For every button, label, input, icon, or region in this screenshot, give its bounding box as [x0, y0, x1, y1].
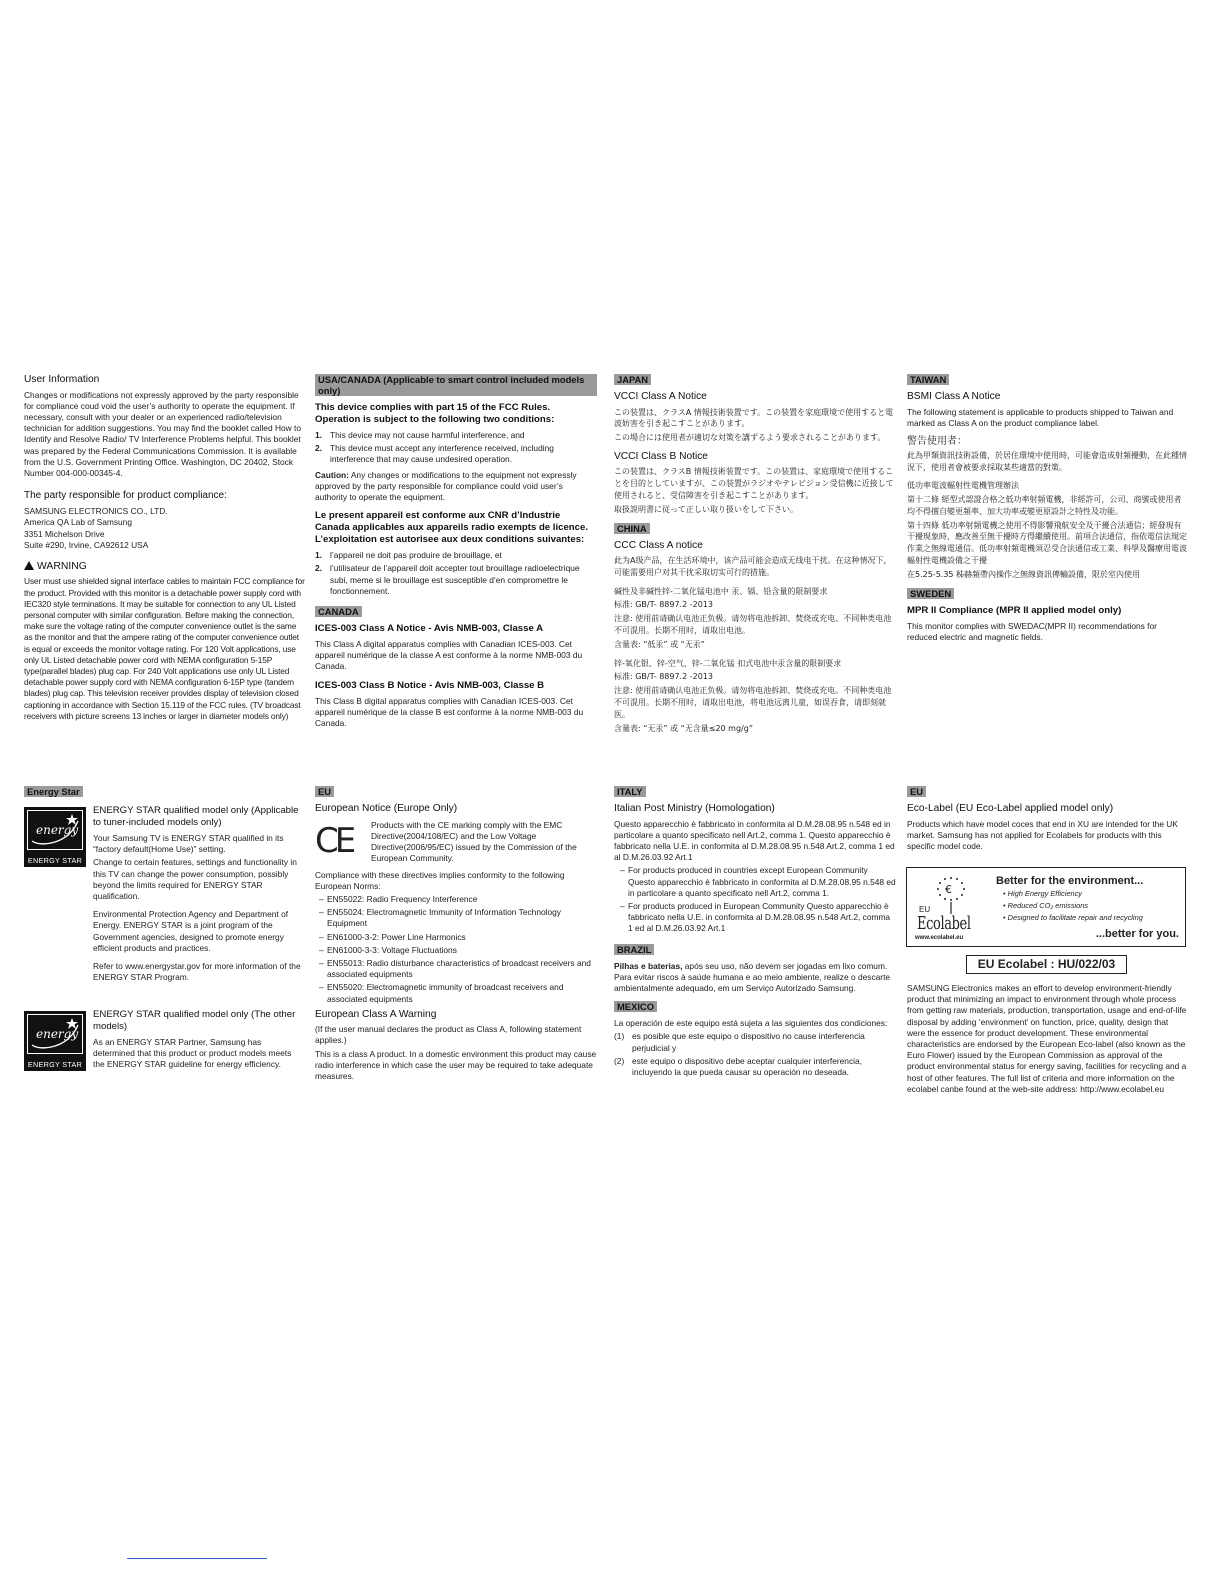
eu-norms	[315, 894, 597, 1005]
energy-star-logo-frame	[27, 1014, 83, 1054]
vcci-b-body1: この装置は、クラスB 情報技術装置です。この装置は、家庭環境で使用することを目的としていますが、この装置がラジオやテレビジョン受信機に近接して 使用されると、受信障害を引き起こすことがあります。	[614, 467, 894, 500]
class-a-p2: This is a class A product. In a domestic environment this product may cause radio interference in which case the user may be required to take adequate measures.	[315, 1048, 597, 1082]
battery2-content: 含量表: “无汞” 或 “无含量≤20 mg/g”	[614, 723, 753, 733]
battery2-title: 锌-氧化银、锌-空气、锌-二氧化锰 扣式电池中汞含量的限制要求	[614, 658, 842, 668]
ecolabel-box	[906, 867, 1186, 947]
china-tag: CHINA	[614, 523, 650, 534]
energy-star-logo-text: ENERGY STAR	[27, 856, 83, 865]
canada-tag: CANADA	[315, 606, 362, 617]
battery2-standard: 标准: GB/T- 8897.2 -2013	[614, 672, 713, 682]
list-item: – EN55013: Radio disturbance characteristics of broadcast receivers and associated equipments	[319, 957, 591, 980]
battery1-note: 注意: 使用前请确认电池正负极。请勿将电池拆卸、焚烧或充电、不同种类电池不可混用。长期不用时，请取出电池。	[614, 614, 892, 636]
eco-better-title: Better for the environment...	[996, 875, 1144, 887]
eco-wordmark: Ecolabel	[917, 913, 971, 934]
party-line: SAMSUNG ELECTRONICS CO., LTD.	[24, 506, 168, 517]
warning-title: WARNING	[37, 560, 87, 572]
energy-star-section-2	[93, 1009, 305, 1073]
usa-canada-tag: USA/CANADA (Applicable to smart control included models only)	[315, 374, 597, 396]
italy-body: Questo apparecchio è fabbricato in conformita al D.M.28.08.95 n.548 ed in particolare a quanto specificato nell Art.2, comma 1. Questo apparecchio è fabbricato nella U.E. in conformita al D.M.28.08.95 n.548 Art.2, comma 1 ed al D.M.26.03.92 Art.1	[614, 818, 895, 863]
battery1-content: 含量表: “低汞” 或 “无汞”	[614, 639, 705, 649]
italy-items	[614, 865, 896, 934]
list-item: – For products produced in countries except European Community Questo apparecchio è fabbricato in conformita al D.M.28.08.95 n.548 ed in particolare a quanto specificato nell Art.2, comma 1.	[620, 865, 896, 898]
eco-url: www.ecolabel.eu	[915, 935, 964, 941]
list-item: (2) este equipo o dispositivo debe aceptar cualquier interferencia, incluyendo la que pueda causar su operación no deseada.	[614, 1055, 862, 1077]
eco-label-section	[907, 786, 1187, 854]
eco-bullets	[1003, 888, 1143, 924]
brazil-tag: BRAZIL	[614, 944, 654, 955]
italy-tag: ITALY	[614, 786, 646, 797]
party-line: America QA Lab of Samsung	[24, 517, 132, 528]
list-item: 2. l’utilisateur de l’appareil doit accepter tout brouillage radioelectrique subi, meme si le brouillage est susceptible d’en compromettre le fonctionnement.	[315, 563, 580, 596]
eco-description-text: SAMSUNG Electronics makes an effort to develop environment-friendly product that minimizing an impact to environment through whole process from getting raw materials, production, transportation, usage and end-of-life disposal by adding ‘environment’ on function, price, quality, design that were the essence for product development. These environmental characteristics are endorsed by the European Eco-label (also known as the Euro Flower) issued by the European Commission as approval of the product environmental status for energy saving, facilities for recycling and a host of other features. The full list of criteria and more information on the ecolabel canbe found at the web-site address: http://www.ecolabel.eu	[907, 983, 1187, 1094]
mexico-body: La operación de este equipo está sujeta a las siguientes dos condiciones:	[614, 1018, 888, 1029]
battery2-note: 注意: 使用前请确认电池正负极。请勿将电池拆卸、焚烧或充电。不同种类电池不可混用。长期不用时，请取出电池，将电池远离儿童，如误吞食，请即刻就医。	[614, 686, 892, 719]
vcci-a-body1: この装置は、クラスA 情報技術装置です。この装置を家庭環境で使用すると電波妨害を引き起こすことがあります。	[614, 407, 894, 429]
bsmi-title: BSMI Class A Notice	[907, 391, 1001, 402]
es2-p1: As an ENERGY STAR Partner, Samsung has determined that this product or product models meets the ENERGY STAR guideline for energy efficiency.	[93, 1037, 292, 1070]
eco-bullet: • Designed to facilitate repair and recycling	[1003, 913, 1143, 922]
tw-warning-body: 此為甲類資訊技術設備，於居住環境中使用時，可能會造成射頻擾動，在此種情況下，使用者會被要求採取某些適當的對策。	[907, 450, 1187, 472]
eu-tag-2: EU	[907, 786, 926, 797]
list-item: 1. This device may not cause harmful interference, and	[315, 430, 525, 440]
bsmi-body: The following statement is applicable to products shipped to Taiwan and marked as Class A on the product compliance label.	[907, 406, 1174, 428]
eu-title: European Notice (Europe Only)	[315, 803, 458, 814]
list-item: – For products produced in European Community Questo apparecchio è fabbricato nella U.E. in conformita al D.M.28.08.95 n.548 Art.2, comma 1 ed al D.M.26.03.92 Art.1	[620, 900, 891, 934]
column-1	[24, 374, 306, 724]
list-item: 1. l’appareil ne doit pas produire de brouillage, et	[315, 550, 502, 561]
ccc-body: 此为A级产品，在生活环境中，该产品可能会造成无线电干扰。在这种情况下，可能需要用户对其干扰采取切实可行的措施。	[614, 556, 892, 577]
list-item: (1) es posible que este equipo o dispositivo no cause interferencia perjudicial y	[614, 1031, 865, 1053]
tw-warning-title: 警告使用者：	[907, 435, 967, 447]
vcci-a-body2: この場合には使用者が適切な対策を講ずるよう要求されることがあります。	[614, 433, 886, 443]
es2-title: ENERGY STAR qualified model only (The other models)	[93, 1009, 296, 1032]
sweden-tag: SWEDEN	[907, 588, 954, 599]
warning-triangle-icon	[24, 561, 34, 570]
mpr-body: This monitor complies with SWEDAC(MPR II) recommendations for reduced electric and magnetic fields.	[907, 620, 1157, 642]
es1-p2: Change to certain features, settings and functionality in this TV can change the power consumption, possibly beyond the limits required for ENERGY STAR qualification.	[93, 857, 297, 902]
column-4	[907, 374, 1187, 645]
italy-title: Italian Post Ministry (Homologation)	[614, 803, 775, 814]
mexico-tag: MEXICO	[614, 1001, 657, 1012]
ices-a-title: ICES-003 Class A Notice - Avis NMB-003, Classe A	[315, 623, 544, 635]
vcci-a-title: VCCI Class A Notice	[614, 391, 707, 402]
energy-logo-script: energy	[36, 1027, 79, 1041]
energy-star-logo-1	[24, 807, 86, 867]
eco-title: Eco-Label (EU Eco-Label applied model only)	[907, 803, 1114, 814]
ccc-title: CCC Class A notice	[614, 539, 703, 551]
taiwan-tag: TAIWAN	[907, 374, 949, 385]
tw-rf-title: 低功率電波輻射性電機管理辦法	[907, 481, 1019, 491]
energy-star-tag-wrap	[24, 786, 306, 803]
vcci-b-body2: 取扱説明書に従って正しい取り扱いをして下さい。	[614, 504, 798, 514]
eu-tag: EU	[315, 786, 334, 797]
energy-star-logo-frame	[27, 810, 83, 850]
battery1-title: 碱性及非碱性锌-二氧化锰电池中 汞、镉、铅含量的限制要求	[614, 586, 828, 596]
ecolabel-registration: EU Ecolabel : HU/022/03	[966, 955, 1127, 974]
tw-rf-body2: 第十四條 低功率射頻電機之使用不得影響飛航安全及干擾合法通信；經發現有干擾現象時，應改善至無干擾時方得繼續使用。前項合法通信，指依電信法規定作業之無線電通信。低功率射頻電機須忍受合法通信或工業、科學及醫療用電波輻射性電機設備之干擾	[907, 520, 1187, 566]
column-3	[614, 374, 896, 736]
french-conditions	[315, 550, 597, 597]
caution-text: Caution: Any changes or modifications to the equipment not expressly approved by the party responsible for compliance could void user’s authority to operate the equipment.	[315, 469, 577, 503]
list-item: 2. This device must accept any interference received, including interference that may cause undesired operation.	[315, 443, 554, 465]
japan-tag: JAPAN	[614, 374, 651, 385]
es1-p3: Environmental Protection Agency and Department of Energy. ENERGY STAR is a joint program of the Government agencies, designed to promote energy efficient products and practices.	[93, 909, 289, 953]
eco-body: Products which have model coces that end in XU are intended for the UK market. Samsung has not applied for Ecolabels for products with this specific model code.	[907, 818, 1178, 851]
party-address	[24, 506, 306, 551]
energy-star-logo-2	[24, 1011, 86, 1071]
column-2	[315, 374, 597, 731]
list-item: – EN55022: Radio Frequency Interference	[319, 893, 478, 904]
ices-b-title: ICES-003 Class B Notice - Avis NMB-003, Classe B	[315, 679, 545, 691]
footer-rule	[127, 1558, 267, 1559]
class-a-p1: (If the user manual declares the product as Class A, following statement applies.)	[315, 1024, 582, 1046]
es1-p1: Your Samsung TV is ENERGY STAR qualified in its “factory default(Home Use)” setting.	[93, 833, 284, 855]
class-a-title: European Class A Warning	[315, 1008, 437, 1020]
party-line: Suite #290, Irvine, CA92612 USA	[24, 539, 149, 550]
eco-eu-letters: EU	[919, 905, 931, 914]
mpr-title: MPR II Compliance (MPR II applied model only)	[907, 604, 1122, 616]
eu-compliance: Compliance with these directives implies conformity to the following European Norms:	[315, 869, 565, 891]
list-item: – EN55024: Electromagnetic Immunity of Information Technology Equipment	[319, 907, 561, 929]
energy-star-swoosh-icon	[28, 1015, 82, 1053]
french-title: Le present appareil est conforme aux CNR d’Industrie Canada applicables aux appareils radio exempts de licence. L’exploitation est autorisee aux deux conditions suivantes:	[315, 510, 589, 546]
ce-block	[315, 820, 597, 870]
energy-logo-script: energy	[36, 823, 79, 837]
warning-heading	[24, 560, 306, 574]
ices-b-body: This Class B digital apparatus complies with Canadian ICES-003. Cet appareil numérique de la classe B est conforme à la norme NMB-003 du Canada.	[315, 695, 584, 729]
list-item: – EN61000-3-2: Power Line Harmonics	[319, 931, 466, 942]
brazil-body: Pilhas e baterias, após seu uso, não devem ser jogadas em lixo comum. Para evitar riscos à saúde humana e ao meio ambiente, realize o descarte ambientalmente adequado, em um Serviço Autorizado Samsung.	[614, 960, 891, 993]
es1-p4: Refer to www.energystar.gov for more information of the ENERGY STAR Program.	[93, 961, 301, 983]
energy-star-logo-text: ENERGY STAR	[27, 1060, 83, 1069]
list-item: – EN55020: Electromagnetic immunity of broadcast receivers and associated equipments	[319, 982, 564, 1004]
energy-star-tag: Energy Star	[24, 786, 83, 797]
party-title: The party responsible for product compliance:	[24, 490, 227, 502]
ce-mark-icon: CE	[315, 820, 353, 861]
eco-bullet: • Reduced CO₂ emissions	[1003, 901, 1089, 910]
mexico-items	[614, 1031, 896, 1078]
tw-rf-body1: 第十二條 經型式認證合格之低功率射頻電機，非經許可，公司、商號或使用者均不得擅自變更頻率、加大功率或變更原設計之特性及功能。	[907, 495, 1182, 516]
vcci-b-title: VCCI Class B Notice	[614, 450, 708, 462]
energy-star-section-1	[93, 805, 305, 985]
party-line: 3351 Michelson Drive	[24, 528, 105, 539]
italy-brazil-mexico	[614, 786, 896, 1082]
fcc-conditions	[315, 430, 597, 466]
energy-star-swoosh-icon	[28, 811, 82, 849]
eco-description	[907, 983, 1187, 1097]
user-information-title: User Information	[24, 374, 100, 385]
warning-body: User must use shielded signal interface cables to maintain FCC compliance for the product. Provided with this monitor is a detachable power supply cord with IEC320 style terminations. It may be suitable for connection to any UL Listed personal computer with similar configuration. Before making the connection, make sure the voltage rating of the computer convenience outlet is the same as the monitor and that the ampere rating of the computer convenience outlet is equal or exceeds the monitor voltage rating. For 120 Volt applications, use only UL Listed detachable power cord with NEMA configuration 5-15P type(parallel blades) plug cap. For 240 Volt applications use only UL Listed detachable power supply cord with NEMA configuration 6-15P type (tandem blades) plug cap. This television receiver provides display of television closed captioning in accordance with Section 15.119 of the FCC rules. (TV broadcast receivers with picture screens 13 inches or larger in diameter models only)	[24, 576, 305, 721]
ices-a-body: This Class A digital apparatus complies with Canadian ICES-003. Cet appareil numérique de la classe A est conforme à la norme NMB-003 du Canada.	[315, 639, 583, 672]
es1-title: ENERGY STAR qualified model only (Applicable to tuner-included models only)	[93, 805, 299, 828]
svg-text:€: €	[945, 883, 952, 896]
list-item: – EN61000-3-3: Voltage Fluctuations	[319, 944, 457, 955]
eu-section	[315, 786, 597, 1084]
fcc-title: This device complies with part 15 of the FCC Rules. Operation is subject to the following two conditions:	[315, 402, 555, 425]
battery1-standard: 标准: GB/T- 8897.2 -2013	[614, 600, 713, 610]
user-information-body: Changes or modifications not expressly approved by the party responsible for compliance coud void the user’s authority to operate the equipment. If necessary, consult with your dealer or an experienced radio/television technician for addition suggestions. You may find the booklet called How to Identify and Resolve Radio/ TV Interference Problems helpful. This booklet was prepared by the Federal Communications Commission. It is available from the U.S. Government Printing Office. Washington, DC 20402, Stock Number 004-000-00345-4.	[24, 389, 302, 478]
tw-rf-body3: 在5.25-5.35 秭赫頻帶內操作之無線資訊傳輸設備，限於室內使用	[907, 569, 1141, 579]
eco-bullet: • High Energy Efficiency	[1003, 889, 1082, 898]
eco-better-you: ...better for you.	[1095, 928, 1179, 940]
ce-text: Products with the CE marking comply with the EMC Directive(2004/108/EC) and the Low Voltage Directive(2006/95/EC) issued by the Commission of the European Community.	[371, 819, 577, 864]
